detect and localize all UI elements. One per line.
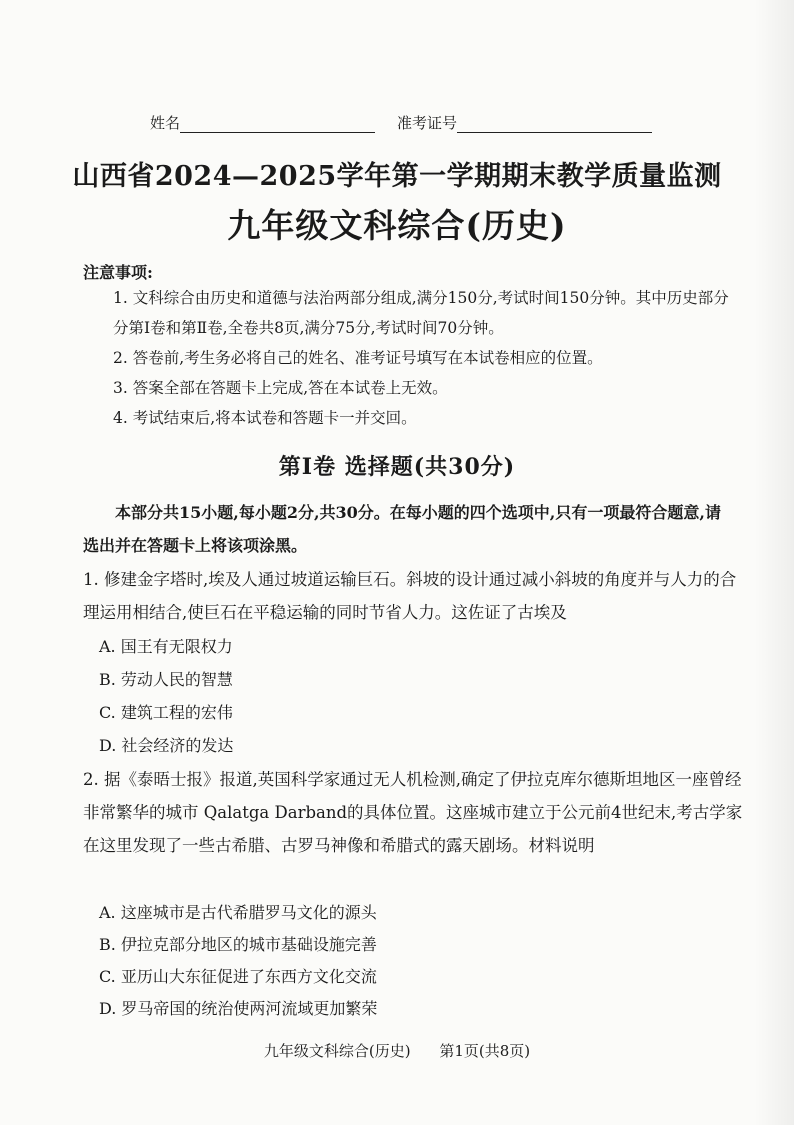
question-option: B. 伊拉克部分地区的城市基础设施完善 bbox=[99, 935, 377, 954]
question-option: A. 国王有无限权力 bbox=[99, 637, 233, 656]
notice-item: 3. 答案全部在答题卡上完成,答在本试卷上无效。 bbox=[113, 379, 448, 397]
exam-title: 山西省2024—2025学年第一学期期末教学质量监测 bbox=[72, 161, 722, 192]
candidate-info-fields bbox=[150, 112, 652, 133]
exam-id-blank[interactable] bbox=[457, 116, 652, 133]
exam-id-field bbox=[397, 112, 652, 133]
question-stem: 1. 修建金字塔时,埃及人通过坡道运输巨石。斜坡的设计通过减小斜坡的角度并与人力的合理运用相结合,使巨石在平稳运输的同时节省人力。这佐证了古埃及 bbox=[83, 570, 737, 622]
exam-id-label: 准考证号 bbox=[397, 114, 458, 132]
notice-item: 2. 答卷前,考生务必将自己的姓名、准考证号填写在本试卷相应的位置。 bbox=[113, 349, 603, 367]
page-footer bbox=[0, 1040, 794, 1061]
name-field bbox=[150, 112, 375, 133]
question-option: D. 社会经济的发达 bbox=[99, 736, 234, 755]
question-option: C. 建筑工程的宏伟 bbox=[99, 703, 233, 722]
exam-subtitle: 九年级文科综合(历史) bbox=[227, 206, 567, 245]
section-title: 第Ⅰ卷 选择题(共30分) bbox=[278, 454, 516, 480]
notice-item: 4. 考试结束后,将本试卷和答题卡一并交回。 bbox=[113, 409, 417, 427]
notice-item: 1. 文科综合由历史和道德与法治两部分组成,满分150分,考试时间150分钟。其中历史部分分第Ⅰ卷和第Ⅱ卷,全卷共8页,满分75分,考试时间70分钟。 bbox=[113, 289, 729, 337]
question-option: D. 罗马帝国的统治使两河流域更加繁荣 bbox=[99, 999, 378, 1018]
notice-heading: 注意事项: bbox=[83, 263, 153, 282]
question-option: A. 这座城市是古代希腊罗马文化的源头 bbox=[99, 903, 377, 922]
question-option: B. 劳动人民的智慧 bbox=[99, 670, 233, 689]
footer-subject: 九年级文科综合(历史) bbox=[263, 1042, 411, 1060]
section-intro: 本部分共15小题,每小题2分,共30分。在每小题的四个选项中,只有一项最符合题意,请选出并在答题卡上将该项涂黑。 bbox=[83, 503, 721, 555]
name-blank[interactable] bbox=[180, 116, 375, 133]
footer-page-number: 第1页(共8页) bbox=[439, 1042, 531, 1060]
question-stem: 2. 据《泰晤士报》报道,英国科学家通过无人机检测,确定了伊拉克库尔德斯坦地区一座曾经非常繁华的城市 Qalatga Darband的具体位置。这座城市建立于公元前4世纪末,考古学家在这里发现了一些古希腊、古罗马神像和希腊式的露天剧场。材料说明 bbox=[83, 770, 743, 855]
question-option: C. 亚历山大东征促进了东西方文化交流 bbox=[99, 967, 377, 986]
name-label: 姓名 bbox=[150, 114, 181, 132]
